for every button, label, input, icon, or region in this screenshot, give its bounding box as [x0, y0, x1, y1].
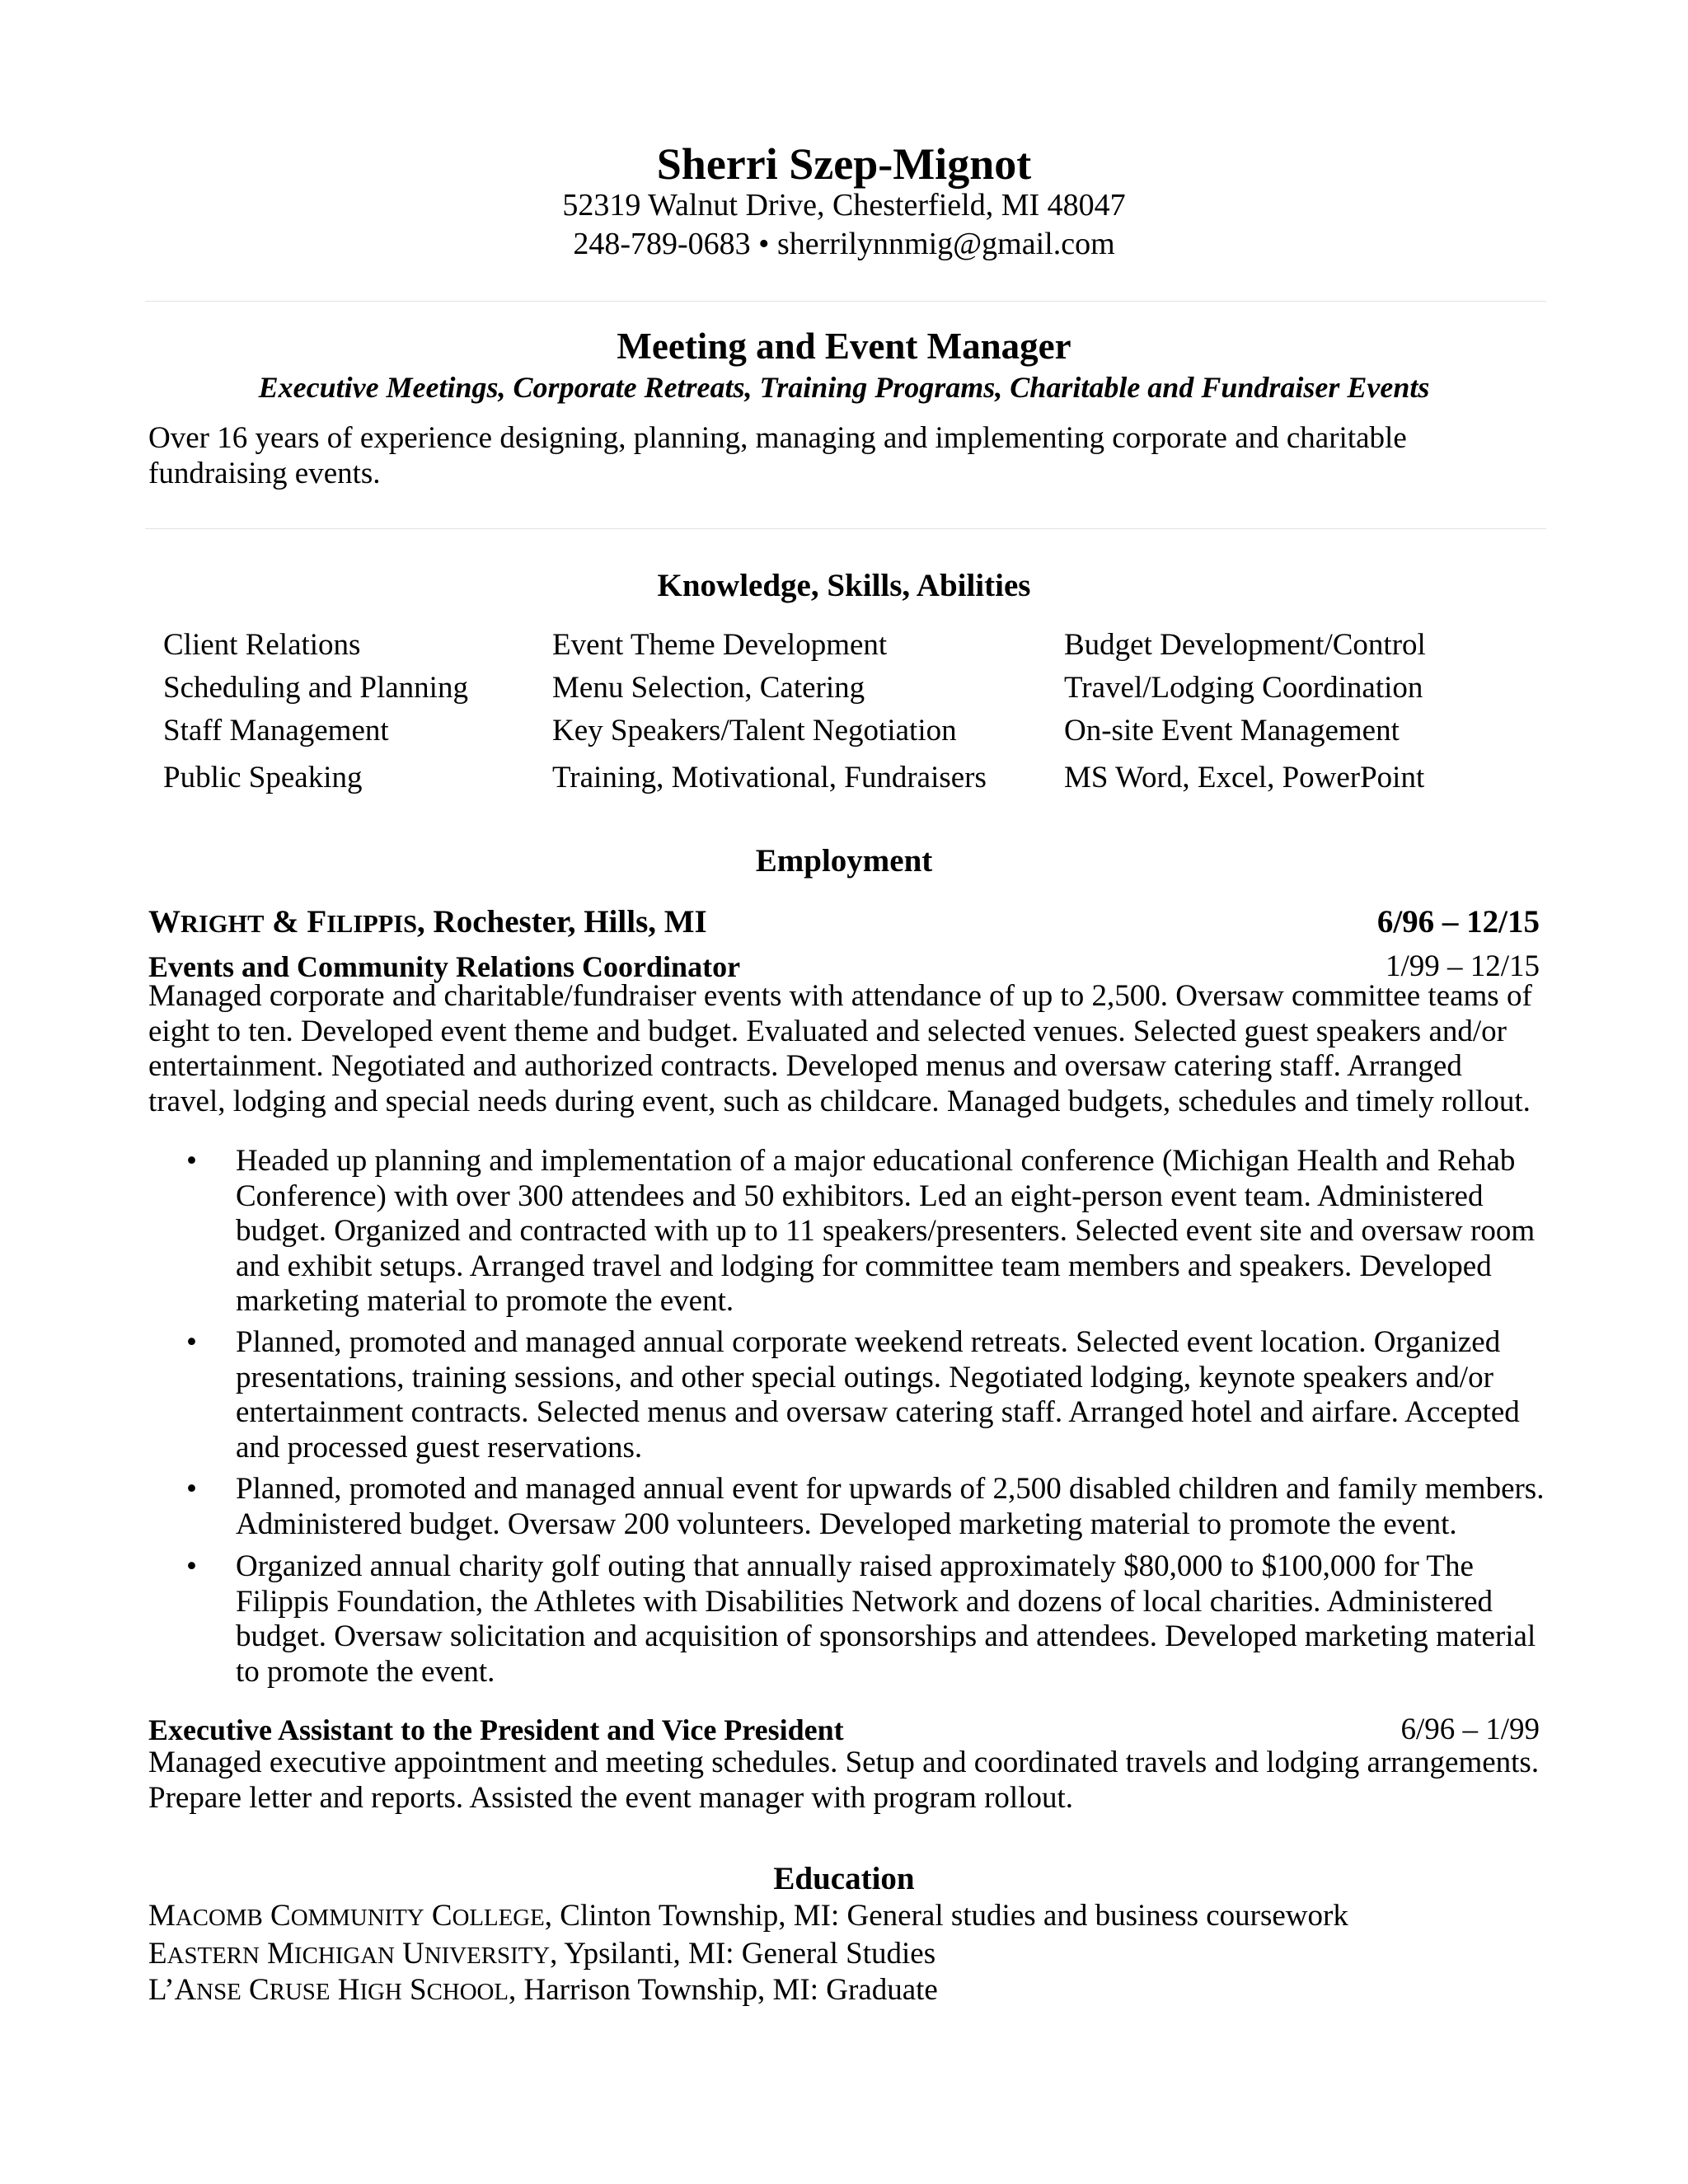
skill-item: Staff Management — [163, 714, 389, 748]
role-description: Managed corporate and charitable/fundraiser events with attendance of up to 2,500. Oversaw committee teams of eight to ten. Developed event theme and budget. Evaluated and selected venues. Selected guest speakers and/or entertainment. Negotiated and authorized contracts. Developed menus and oversaw catering staff. Arranged travel, lodging and special needs during event, such as childcare. Managed budgets, schedules and timely rollout. — [148, 979, 1532, 1118]
candidate-name: Sherri Szep-Mignot — [656, 139, 1032, 189]
achievement-item: Headed up planning and implementation of a major educational conference (Michigan Health and Rehab Conference) with over 300 attendees and 50 exhibitors. Led an eight-person event team. Administered budget. Organized and contracted with up to 11 speakers/presenters. Selected event site and oversaw room and exhibit setups. Arranged travel and lodging for committee team members and speakers. Developed marketing material to promote the event. — [236, 1144, 1536, 1318]
skill-item: On-site Event Management — [1064, 714, 1400, 748]
skills-heading: Knowledge, Skills, Abilities — [657, 568, 1031, 603]
job-subtitle: Executive Meetings, Corporate Retreats, Training Programs, Charitable and Fundraiser Events — [258, 371, 1430, 404]
skill-item: Event Theme Development — [552, 628, 888, 662]
education-heading: Education — [773, 1861, 915, 1896]
education-entry: EASTERN MICHIGAN UNIVERSITY, Ypsilanti, MI: General Studies — [148, 1937, 936, 1971]
education-entry: MACOMB COMMUNITY COLLEGE, Clinton Township, MI: General studies and business coursework — [148, 1899, 1348, 1933]
bullet-marker: • — [186, 1472, 197, 1506]
education-entry: L’ANSE CRUSE HIGH SCHOOL, Harrison Township, MI: Graduate — [148, 1973, 938, 2007]
address: 52319 Walnut Drive, Chesterfield, MI 48047 — [562, 188, 1126, 223]
divider — [145, 528, 1546, 529]
employer-dates: 6/96 – 12/15 — [1376, 904, 1540, 940]
bullet-marker: • — [186, 1325, 197, 1359]
bullet-marker: • — [186, 1144, 197, 1178]
employment-heading: Employment — [755, 843, 933, 879]
summary: Over 16 years of experience designing, planning, managing and implementing corporate and charitable fundraising events. — [148, 421, 1407, 490]
role-title: Events and Community Relations Coordinator — [148, 950, 741, 983]
skill-item: Scheduling and Planning — [163, 671, 468, 705]
role-dates: 6/96 – 1/99 — [1400, 1713, 1540, 1746]
achievement-item: Planned, promoted and managed annual event for upwards of 2,500 disabled children and family members. Administered budget. Oversaw 200 volunteers. Developed marketing material to promote the event. — [236, 1472, 1545, 1541]
skill-item: Menu Selection, Catering — [552, 671, 865, 705]
divider — [145, 301, 1546, 302]
role-dates: 1/99 – 12/15 — [1385, 949, 1540, 983]
skill-item: Training, Motivational, Fundraisers — [552, 761, 987, 794]
employer-name: WRIGHT & FILIPPIS, Rochester, Hills, MI — [148, 904, 707, 940]
job-title: Meeting and Event Manager — [617, 326, 1071, 367]
skill-item: Budget Development/Control — [1064, 628, 1426, 662]
skill-item: Public Speaking — [163, 761, 363, 794]
achievement-item: Planned, promoted and managed annual corporate weekend retreats. Selected event location. Organized presentations, training sessions, and other special outings. Negotiated lodging, keynote speakers and/or entertainment contracts. Selected menus and oversaw catering staff. Arranged hotel and airfare. Accepted and processed guest reservations. — [236, 1325, 1520, 1465]
skill-item: MS Word, Excel, PowerPoint — [1064, 761, 1425, 794]
achievement-item: Organized annual charity golf outing that annually raised approximately $80,000 to $100,000 for The Filippis Foundation, the Athletes with Disabilities Network and dozens of local charities. Administered budget. Oversaw solicitation and acquisition of sponsorships and attendees. Developed marketing material to promote the event. — [236, 1549, 1536, 1689]
role-title: Executive Assistant to the President and Vice President — [148, 1713, 844, 1746]
role-description: Managed executive appointment and meeting schedules. Setup and coordinated travels and lodging arrangements. Prepare letter and reports. Assisted the event manager with program rollout. — [148, 1746, 1540, 1815]
contact-line: 248-789-0683 • sherrilynnmig@gmail.com — [573, 227, 1115, 261]
skill-item: Key Speakers/Talent Negotiation — [552, 714, 957, 748]
skill-item: Travel/Lodging Coordination — [1064, 671, 1423, 705]
bullet-marker: • — [186, 1549, 197, 1583]
skill-item: Client Relations — [163, 628, 361, 662]
